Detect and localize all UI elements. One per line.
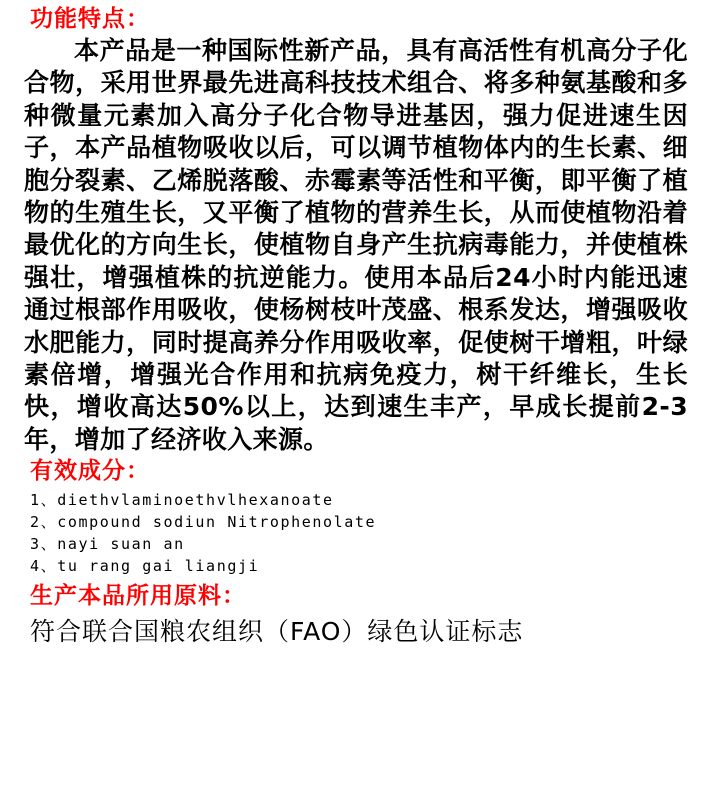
raw-materials-heading: 生产本品所用原料： (30, 583, 246, 610)
ingredient-item: 1、diethvlaminoethvlhexanoate (30, 491, 334, 510)
ingredient-item: 3、nayi suan an (30, 535, 185, 554)
ingredient-item: 4、tu rang gai liangji (30, 557, 260, 576)
features-heading: 功能特点： (30, 6, 150, 32)
ingredients-list (30, 489, 695, 577)
raw-materials-text: 符合联合国粮农组织（FAO）绿色认证标志 (30, 617, 524, 647)
ingredients-heading: 有效成分： (30, 458, 150, 485)
features-paragraph: 本产品是一种国际性新产品，具有高活性有机高分子化合物，采用世界最先进高科技技术组合、将多种氨基酸和多种微量元素加入高分子化合物导进基因，强力促进速生因子，本产品植物吸收以后，可以调节植物体内的生长素、细胞分裂素、乙烯脱落酸、赤霉素等活性和平衡，即平衡了植物的生殖生长，又平衡了植物的营养生长，从而使植物沿着最优化的方向生长，使植物自身产生抗病毒能力，并使植株强壮，增强植株的抗逆能力。使用本品后24小时内能迅速通过根部作用吸收，使杨树枝叶茂盛、根系发达，增强吸收水肥能力，同时提高养分作用吸收率，促使树干增粗，叶绿素倍增，增强光合作用和抗病免疫力，树干纤维长，生长快，增收高达50%以上，达到速生丰产，早成长提前2-3年，增加了经济收入来源。 (24, 36, 688, 454)
ingredient-item: 2、compound sodiun Nitrophenolate (30, 513, 377, 532)
